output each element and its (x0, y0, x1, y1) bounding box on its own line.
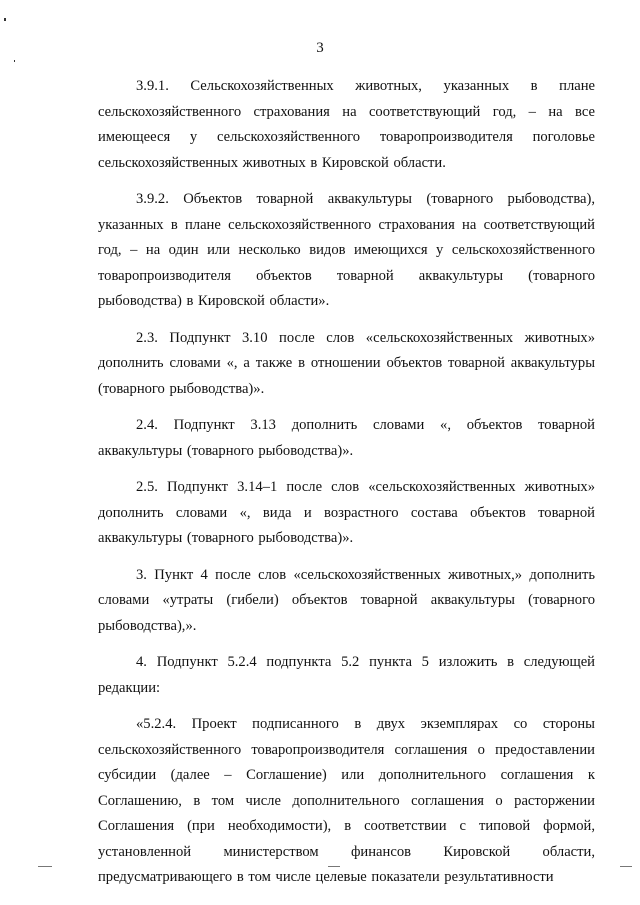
paragraph-2-3: 2.3. Подпункт 3.10 после слов «сельскохозяйственных животных» дополнить словами «, а также в отношении объектов товарной аквакультуры (товарного рыбоводства)». (98, 329, 595, 397)
scan-speck (4, 18, 6, 21)
scan-speck (14, 60, 15, 62)
document-body (98, 74, 595, 902)
scan-footer-mark-right (620, 866, 632, 867)
paragraph-2-4: 2.4. Подпункт 3.13 дополнить словами «, объектов товарной аквакультуры (товарного рыбоводства)». (98, 417, 595, 459)
page-number: 3 (316, 40, 324, 56)
paragraph-3-9-2: 3.9.2. Объектов товарной аквакультуры (товарного рыбоводства), указанных в плане сельскохозяйственного страхования на соответствующий год, – на один или несколько видов имеющихся у сельскохозяйственного товаропроизводителя объектов товарной аквакультуры (товарного рыбоводства) в Кировской области». (98, 191, 595, 309)
paragraph-2-5: 2.5. Подпункт 3.14–1 после слов «сельскохозяйственных животных» дополнить словами «, вида и возрастного состава объектов товарной аквакультуры (товарного рыбоводства)». (98, 479, 595, 546)
scan-footer-mark-center (328, 866, 340, 867)
paragraph-3: 3. Пункт 4 после слов «сельскохозяйственных животных,» дополнить словами «утраты (гибели) объектов товарной аквакультуры (товарного рыбоводства),». (98, 566, 595, 634)
paragraph-5-2-4: «5.2.4. Проект подписанного в двух экземплярах со стороны сельскохозяйственного товаропроизводителя соглашения о предоставлении субсидии (далее – Соглашение) или дополнительного соглашения к Соглашению, в том числе дополнительного соглашения о расторжении Соглашения (при необходимости), в соответствии с типовой формой, установленной министерством финансов Кировской области, предусматривающего в том числе целевые показатели результативности (98, 716, 595, 885)
paragraph-3-9-1: 3.9.1. Сельскохозяйственных животных, указанных в плане сельскохозяйственного страхования на соответствующий год, – на все имеющееся у сельскохозяйственного товаропроизводителя поголовье сельскохозяйственных животных в Кировской области. (98, 78, 595, 171)
paragraph-4: 4. Подпункт 5.2.4 подпункта 5.2 пункта 5 изложить в следующей редакции: (98, 654, 595, 696)
scan-footer-mark-left (38, 866, 52, 867)
